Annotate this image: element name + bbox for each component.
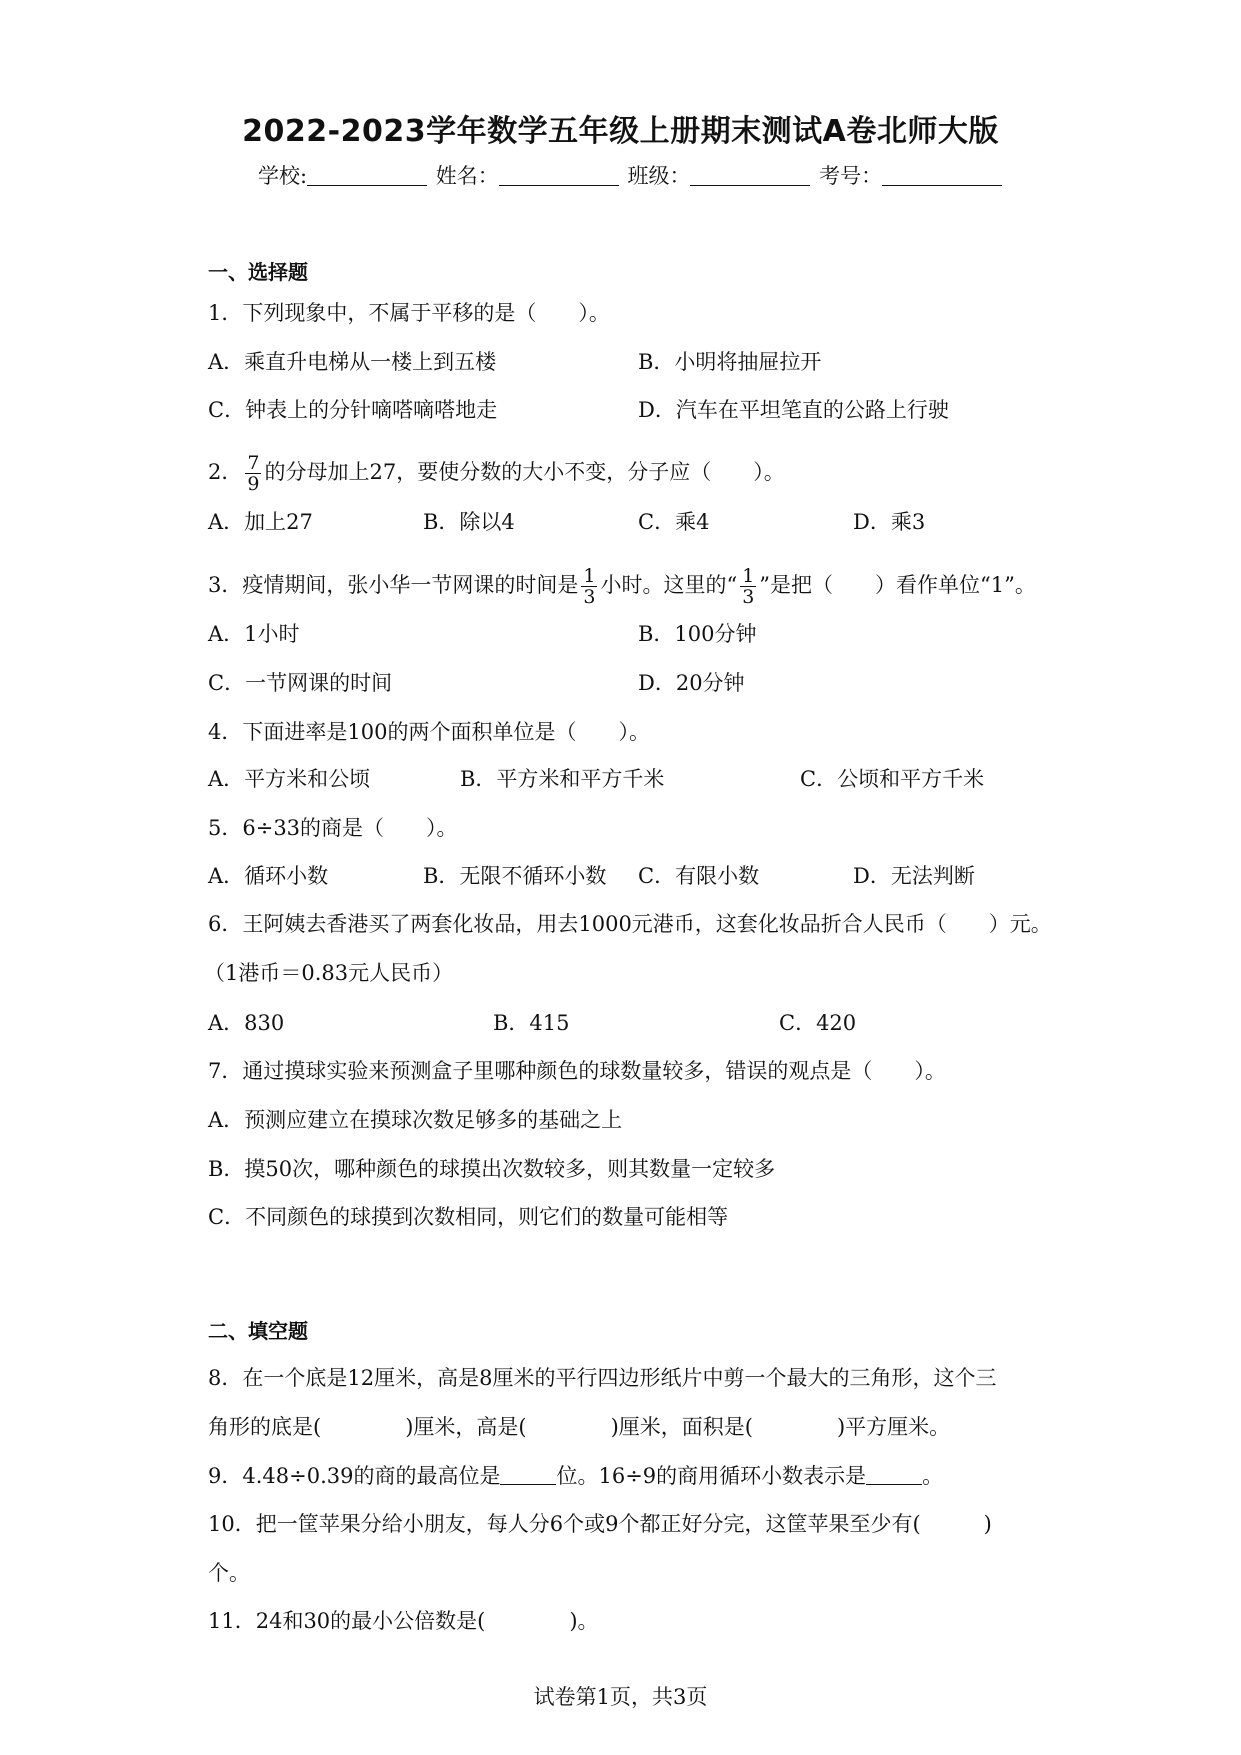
- q6-option-a[interactable]: A．830: [208, 1011, 285, 1035]
- q6-option-c[interactable]: C．420: [779, 1011, 857, 1035]
- q5-option-d[interactable]: D．无法判断: [853, 864, 975, 888]
- question-8-line-2: 角形的底是( )厘米，高是( )厘米，面积是( )平方厘米。: [208, 1415, 951, 1439]
- q7-option-c[interactable]: C．不同颜色的球摸到次数相同，则它们的数量可能相等: [208, 1205, 729, 1229]
- question-4: 4．下面进率是100的两个面积单位是（ ）。: [208, 720, 650, 744]
- class-label: 班级：: [627, 164, 691, 188]
- question-8-line-1: 8．在一个底是12厘米，高是8厘米的平行四边形纸片中剪一个最大的三角形，这个三: [208, 1366, 997, 1390]
- name-label: 姓名：: [435, 164, 499, 188]
- q2-numerator: 7: [247, 452, 260, 474]
- student-info-line: [258, 160, 1004, 190]
- q2-stem: 的分母加上27，要使分数的大小不变，分子应（ ）。: [264, 460, 785, 484]
- q3-fraction-1: [581, 566, 597, 607]
- section-heading-fill-blank: 二、填空题: [208, 1319, 308, 1343]
- q9-part-3: 。: [922, 1464, 944, 1488]
- name-blank[interactable]: [499, 163, 619, 186]
- q4-option-a[interactable]: A．平方米和公顷: [208, 767, 371, 791]
- school-blank[interactable]: [307, 163, 427, 186]
- q3-numerator-1: 1: [583, 565, 596, 587]
- q5-option-a[interactable]: A．循环小数: [208, 864, 329, 888]
- question-10-line-1: 10．把一筐苹果分给小朋友，每人分6个或9个都正好分完，这筐苹果至少有( ): [208, 1512, 992, 1536]
- q9-part-1: 9．4.48÷0.39的商的最高位是: [208, 1464, 501, 1488]
- question-10-line-2: 个。: [208, 1561, 250, 1585]
- section-heading-choice: 一、选择题: [208, 260, 308, 284]
- page-footer: 试卷第1页，共3页: [533, 1685, 708, 1709]
- question-2: [208, 448, 785, 496]
- page-title: 2022-2023学年数学五年级上册期末测试A卷北师大版: [242, 114, 999, 149]
- question-9: [208, 1462, 943, 1490]
- q3-fraction-2: [740, 566, 756, 607]
- q5-option-c[interactable]: C．有限小数: [638, 864, 760, 888]
- q7-option-a[interactable]: A．预测应建立在摸球次数足够多的基础之上: [208, 1108, 623, 1132]
- q3-option-c[interactable]: C．一节网课的时间: [208, 671, 393, 695]
- q9-part-2: 位。16÷9的商用循环小数表示是: [556, 1464, 867, 1488]
- q9-blank-1[interactable]: [500, 1464, 556, 1485]
- q2-option-b[interactable]: B．除以4: [423, 510, 515, 534]
- q3-denominator-1: 3: [583, 586, 596, 608]
- q9-blank-2[interactable]: [866, 1464, 922, 1485]
- school-label: 学校:: [258, 164, 308, 188]
- q3-option-d[interactable]: D．20分钟: [638, 671, 745, 695]
- q3-denominator-2: 3: [742, 586, 755, 608]
- question-6: 6．王阿姨去香港买了两套化妆品，用去1000元港币，这套化妆品折合人民币（ ）元。: [208, 912, 1052, 936]
- q3-part-3: ”是把（ ）看作单位“1”。: [759, 573, 1036, 597]
- class-blank[interactable]: [690, 163, 810, 186]
- q7-option-b[interactable]: B．摸50次，哪种颜色的球摸出次数较多，则其数量一定较多: [208, 1157, 776, 1181]
- question-7: 7．通过摸球实验来预测盒子里哪种颜色的球数量较多，错误的观点是（ ）。: [208, 1059, 946, 1083]
- q3-numerator-2: 1: [742, 565, 755, 587]
- q3-option-b[interactable]: B．100分钟: [638, 622, 757, 646]
- q1-option-c[interactable]: C．钟表上的分针嘀嗒嘀嗒地走: [208, 398, 498, 422]
- exam-no-blank[interactable]: [882, 163, 1002, 186]
- q2-prefix: 2．: [208, 460, 243, 484]
- q1-option-d[interactable]: D．汽车在平坦笔直的公路上行驶: [638, 398, 949, 422]
- q6-note: （1港币＝0.83元人民币）: [204, 961, 454, 985]
- q5-option-b[interactable]: B．无限不循环小数: [423, 864, 607, 888]
- question-1: 1．下列现象中，不属于平移的是（ ）。: [208, 301, 610, 325]
- question-3: [208, 561, 1036, 609]
- q2-option-d[interactable]: D．乘3: [853, 510, 926, 534]
- exam-no-label: 考号：: [819, 164, 883, 188]
- q2-option-c[interactable]: C．乘4: [638, 510, 710, 534]
- q2-denominator: 9: [247, 473, 260, 495]
- q1-option-b[interactable]: B．小明将抽屉拉开: [638, 350, 822, 374]
- q4-option-c[interactable]: C．公顷和平方千米: [800, 767, 985, 791]
- q1-option-a[interactable]: A．乘直升电梯从一楼上到五楼: [208, 350, 497, 374]
- q6-option-b[interactable]: B．415: [493, 1011, 570, 1035]
- q2-option-a[interactable]: A．加上27: [208, 510, 313, 534]
- question-5: 5．6÷33的商是（ ）。: [208, 816, 458, 840]
- q3-part-1: 3．疫情期间，张小华一节网课的时间是: [208, 573, 579, 597]
- q3-part-2: 小时。这里的“: [600, 573, 738, 597]
- question-11: 11．24和30的最小公倍数是( )。: [208, 1609, 599, 1633]
- q2-fraction: [245, 453, 261, 494]
- q3-option-a[interactable]: A．1小时: [208, 622, 300, 646]
- q4-option-b[interactable]: B．平方米和平方千米: [460, 767, 665, 791]
